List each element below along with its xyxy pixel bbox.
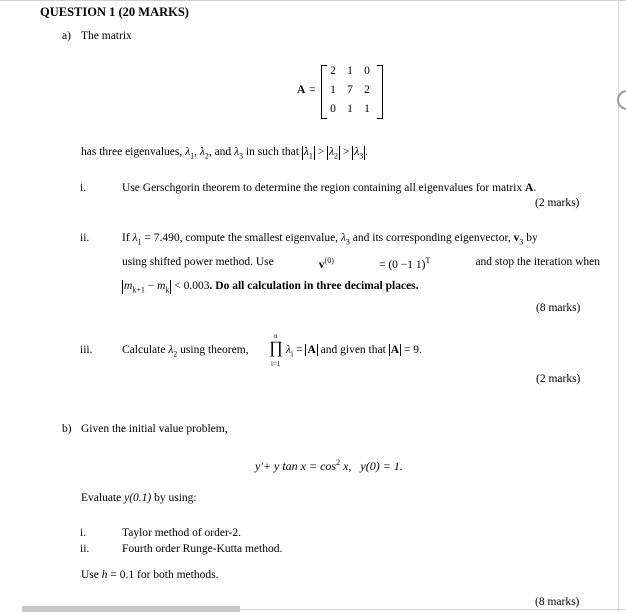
product-lower: i=1: [271, 360, 281, 368]
item-ii-marks: (8 marks): [536, 302, 581, 314]
top-border: [0, 0, 626, 1]
b-item-text: Taylor method of order-2.: [122, 527, 242, 539]
matrix-cell: 0: [364, 65, 370, 77]
item-ii-label: ii.: [80, 232, 90, 244]
item-ii-line2: using shifted power method. Use $v^{(0)}$ = (0 −1 1)$^T$ and stop the iteration when: [122, 256, 600, 271]
b-item-text: Fourth order Runge-Kutta method.: [122, 543, 283, 555]
matrix-cell: 2: [330, 65, 336, 77]
eigenvalue-sentence: has three eigenvalues, $\lambda_1$, $\lambda_2$, and $\lambda_3$ in such that $\lambda_1 > \lambda_2 > \lambda_3$ .: [81, 146, 369, 161]
item-iii-rest: $\lambda_i = A$ and given that A = 9.: [286, 344, 422, 359]
matrix-right-bracket: [377, 65, 383, 119]
part-a-label: a): [62, 30, 71, 42]
part-b-intro: Given the initial value problem,: [81, 423, 228, 435]
matrix-cell: 1: [330, 84, 336, 96]
part-b-marks: (8 marks): [535, 596, 580, 608]
matrix-cell: 1: [347, 65, 353, 77]
item-iii-marks: (2 marks): [536, 373, 581, 385]
product-symbol: ∏: [269, 338, 283, 357]
part-a-intro: The matrix: [81, 30, 132, 42]
matrix-name: A: [297, 84, 306, 96]
item-i-text: Use Gerschgorin theorem to determine the region containing all eigenvalues for matrix A.: [122, 182, 537, 194]
matrix-cell: 7: [347, 84, 353, 96]
matrix-cell: 1: [347, 103, 353, 115]
b-item-label: ii.: [80, 543, 90, 555]
matrix-cell: 1: [364, 103, 370, 115]
evaluate-line: Evaluate y(0.1) by using:: [81, 492, 197, 504]
item-ii-line1: If $\lambda_1 = 7.490$, compute the smallest eigenvalue, $\lambda_3$ and its corresponding eigenvector, $v_3$ by: [122, 232, 538, 247]
matrix-cell: 0: [330, 103, 336, 115]
question-title: QUESTION 1 (20 MARKS): [40, 5, 189, 19]
item-ii-line3: $m_{k+1} - m_k < 0.003$. Do all calculation in three decimal places.: [124, 280, 419, 295]
item-i-marks: (2 marks): [535, 197, 580, 209]
matrix-equals: =: [309, 84, 316, 96]
product-upper: n: [274, 332, 278, 340]
item-i-label: i.: [80, 182, 87, 194]
bottom-border: [240, 609, 626, 610]
ode-equation: y'+ y $\tan x = \cos^2 x$, y(0) = 1.: [255, 458, 403, 473]
horizontal-scrollbar[interactable]: [22, 606, 240, 612]
matrix-cell: 2: [364, 84, 370, 96]
item-iii-label: iii.: [80, 344, 93, 356]
part-b-label: b): [62, 423, 72, 435]
step-size-line: Use h = 0.1 for both methods.: [81, 569, 219, 581]
item-iii-text: Calculate $\lambda_2$ using theorem,: [122, 344, 249, 359]
page-right-edge: [618, 0, 619, 612]
b-item-label: i.: [80, 527, 87, 539]
